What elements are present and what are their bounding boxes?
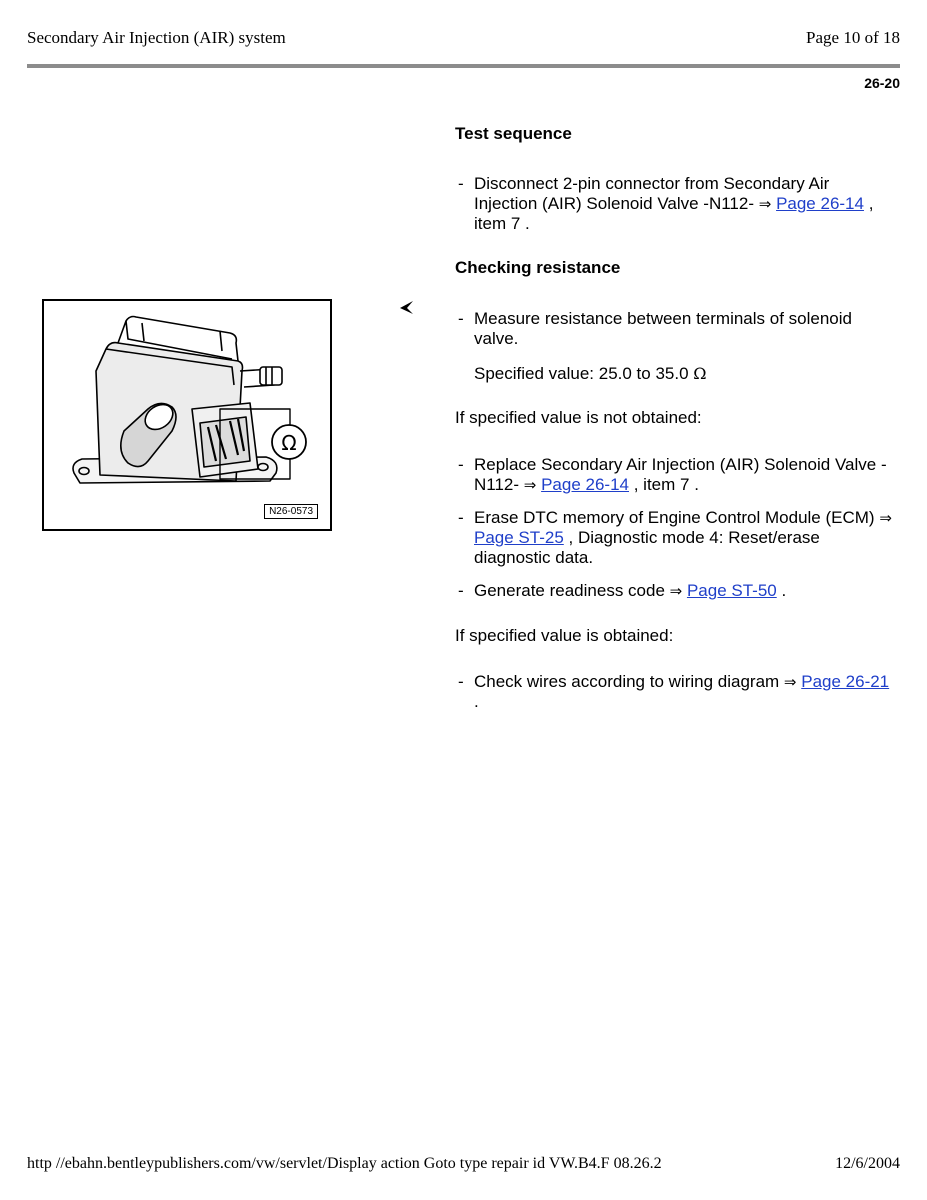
step-text: Check wires according to wiring diagram (474, 672, 780, 691)
step-suffix: , Diagnostic mode 4: Reset/erase diagnostic data. (474, 528, 820, 567)
page-link[interactable]: Page ST-50 (686, 581, 777, 600)
checking-resistance-heading: Checking resistance (455, 258, 621, 277)
step-text: Erase DTC memory of Engine Control Module (ECM) (474, 508, 875, 527)
step-text: Generate readiness code (474, 581, 665, 600)
ohmmeter-icon: Ω (281, 431, 297, 455)
list-item (455, 508, 895, 568)
specified-value (455, 364, 895, 384)
page-link[interactable]: Page ST-25 (474, 528, 564, 547)
page-link[interactable]: Page 26-14 (541, 475, 629, 494)
solenoid-valve-illustration (44, 301, 330, 529)
page-header-title: Secondary Air Injection (AIR) system (27, 28, 286, 47)
step-suffix: , item 7 . (633, 475, 699, 494)
section-number: 26-20 (864, 75, 900, 91)
list-item (455, 581, 895, 601)
step-suffix: . (474, 692, 479, 711)
footer-url: http //ebahn.bentleypublishers.com/vw/servlet/Display action Goto type repair id VW.B4.F 08.26.2 (27, 1155, 662, 1172)
obtained-label: If specified value is obtained: (455, 626, 674, 645)
step-suffix: . (781, 581, 787, 600)
arrow-icon: ⇒ (669, 582, 683, 600)
footer-date: 12/6/2004 (835, 1155, 900, 1172)
not-obtained-label: If specified value is not obtained: (455, 408, 702, 427)
bullet-dash: - (458, 455, 464, 474)
bullet-dash: - (458, 174, 464, 193)
arrow-icon: ⇒ (523, 476, 537, 494)
solenoid-valve-figure (42, 299, 332, 531)
page-link[interactable]: Page 26-21 (801, 672, 890, 691)
figure-label: N26-0573 (264, 504, 318, 519)
page-footer (27, 1155, 900, 1173)
page-link[interactable]: Page 26-14 (776, 194, 864, 213)
arrow-icon: ⇒ (783, 673, 797, 691)
list-item (455, 455, 895, 495)
bullet-dash: - (458, 581, 464, 600)
test-sequence-heading: Test sequence (455, 124, 572, 143)
spec-text: Specified value: 25.0 to 35.0 (474, 364, 689, 383)
step-text: Replace Secondary Air Injection (AIR) Solenoid Valve -N112- (474, 455, 887, 494)
step-suffix: , item 7 . (474, 194, 874, 233)
list-item (455, 309, 895, 349)
arrow-icon: ⇒ (758, 195, 772, 213)
bullet-dash: - (458, 508, 464, 527)
list-item (455, 174, 895, 234)
list-item (455, 672, 895, 712)
ohm-icon: Ω (693, 364, 707, 383)
page-counter: Page 10 of 18 (806, 28, 900, 47)
arrow-icon: ⇒ (879, 509, 892, 527)
header-divider (27, 64, 900, 68)
bullet-dash: - (458, 672, 464, 691)
figure-pointer-icon (398, 299, 416, 317)
step-text: Disconnect 2-pin connector from Secondary Air Injection (AIR) Solenoid Valve -N112- (474, 174, 830, 213)
step-text: Measure resistance between terminals of solenoid valve. (474, 309, 852, 348)
bullet-dash: - (458, 309, 464, 328)
